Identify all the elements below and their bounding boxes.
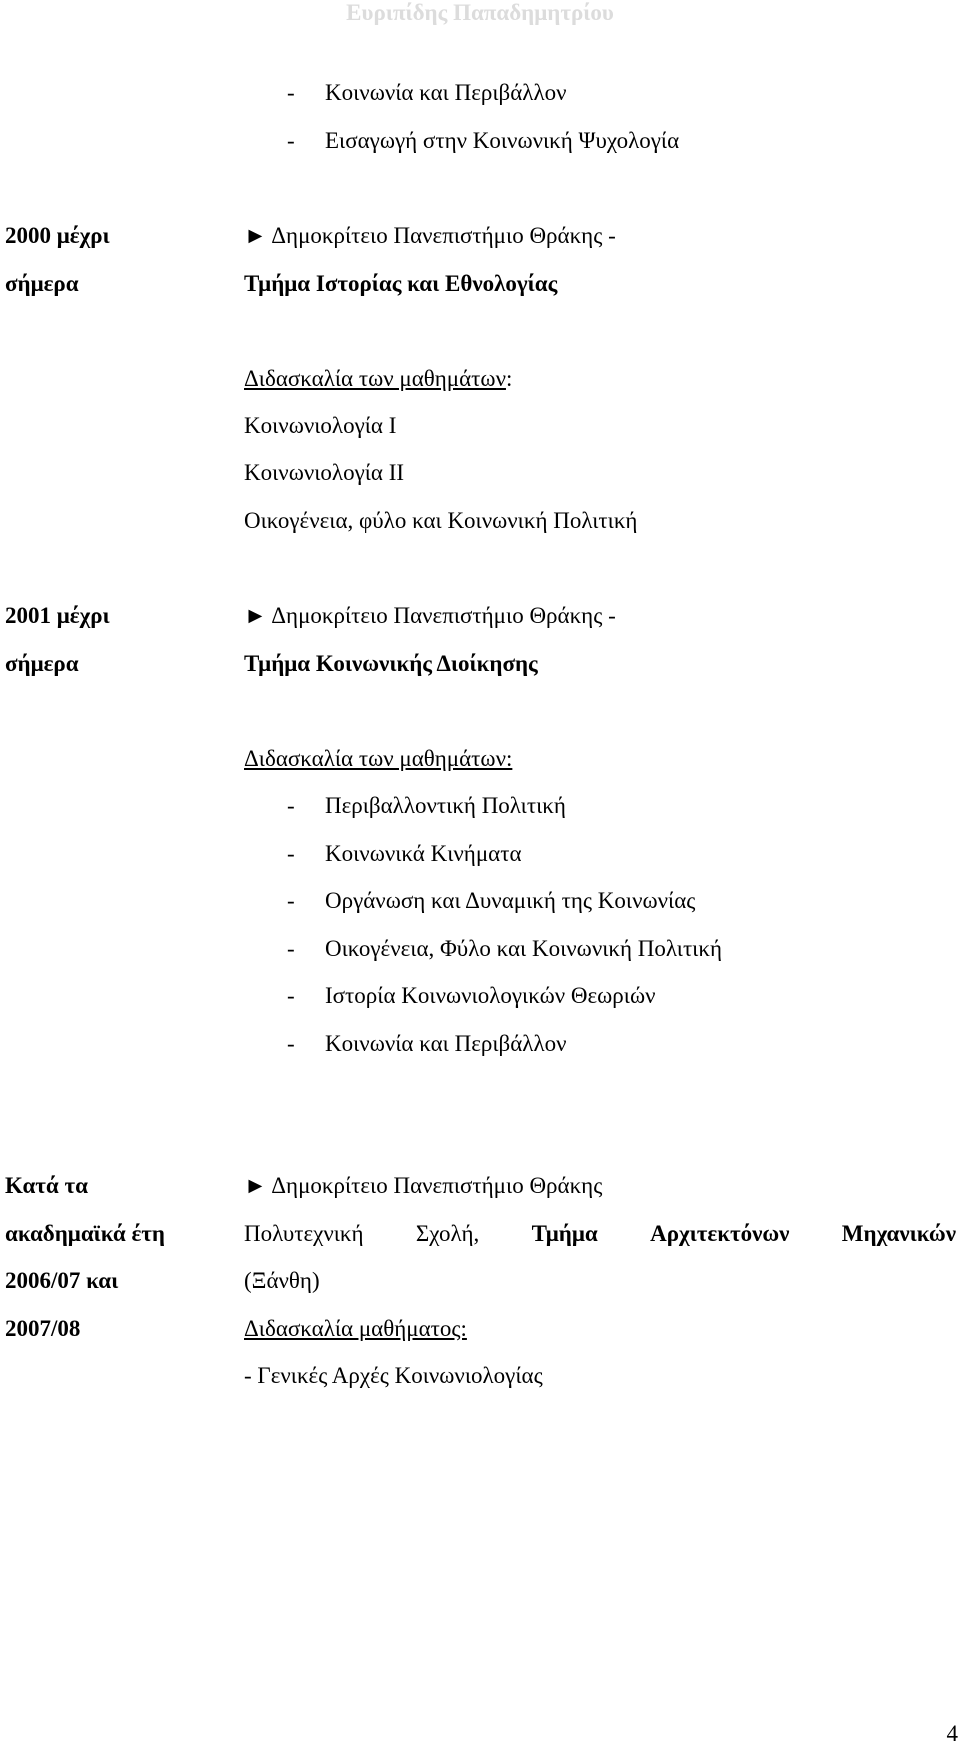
bullet-dash: - <box>287 793 295 818</box>
school-line <box>244 1220 956 1248</box>
course-item: Οικογένεια, Φύλο και Κοινωνική Πολιτική <box>325 936 722 961</box>
bullet-dash: - <box>287 841 295 866</box>
course-item: Οργάνωση και Δυναμική της Κοινωνίας <box>325 888 696 913</box>
entry-date: σήμερα <box>5 271 79 296</box>
arrow-icon: ► <box>244 1173 267 1198</box>
entry-date: σήμερα <box>5 651 79 676</box>
institution-name: Δημοκρίτειο Πανεπιστήμιο Θράκης - <box>271 603 616 628</box>
city-name: (Ξάνθη) <box>244 1268 320 1293</box>
school-word: Τμήμα <box>531 1221 598 1246</box>
bullet-dash: - <box>287 983 295 1008</box>
course-item: Κοινωνιολογία Ι <box>244 413 397 438</box>
course-item: Ιστορία Κοινωνιολογικών Θεωριών <box>325 983 656 1008</box>
teaching-label-line: Διδασκαλία των μαθημάτων: <box>244 366 513 391</box>
teaching-label: Διδασκαλία των μαθημάτων: <box>244 746 513 771</box>
bullet-dash: - <box>287 936 295 961</box>
entry-date: Κατά τα <box>5 1173 88 1198</box>
course-item: Οικογένεια, φύλο και Κοινωνική Πολιτική <box>244 508 638 533</box>
course-item: Περιβαλλοντική Πολιτική <box>325 793 566 818</box>
bullet-dash: - <box>287 888 295 913</box>
arrow-icon: ► <box>244 603 267 628</box>
bullet-dash: - <box>287 128 295 153</box>
course-item: Κοινωνιολογία ΙΙ <box>244 460 405 485</box>
school-word: Σχολή, <box>415 1221 480 1246</box>
department-name: Τμήμα Ιστορίας και Εθνολογίας <box>244 271 558 296</box>
institution-line <box>244 1172 602 1200</box>
entry-date: 2007/08 <box>5 1316 81 1341</box>
bullet-dash: - <box>287 1031 295 1056</box>
page-header: Ευριπίδης Παπαδημητρίου <box>346 0 614 25</box>
entry-date: 2006/07 και <box>5 1268 119 1293</box>
institution-name: Δημοκρίτειο Πανεπιστήμιο Θράκης <box>271 1173 603 1198</box>
arrow-icon: ► <box>244 223 267 248</box>
course-item: - Γενικές Αρχές Κοινωνιολογίας <box>244 1363 543 1388</box>
entry-date: 2000 μέχρι <box>5 223 110 248</box>
institution-name: Δημοκρίτειο Πανεπιστήμιο Θράκης - <box>271 223 616 248</box>
department-name: Τμήμα Κοινωνικής Διοίκησης <box>244 651 538 676</box>
page-number: 4 <box>946 1721 958 1746</box>
course-item: Κοινωνία και Περιβάλλον <box>325 1031 567 1056</box>
entry-date: ακαδημαϊκά έτη <box>5 1221 165 1246</box>
teaching-label: Διδασκαλία μαθήματος: <box>244 1316 467 1341</box>
institution-line <box>244 602 616 630</box>
entry-date: 2001 μέχρι <box>5 603 110 628</box>
course-item: Κοινωνικά Κινήματα <box>325 841 522 866</box>
institution-line <box>244 222 616 250</box>
course-item: Εισαγωγή στην Κοινωνική Ψυχολογία <box>325 128 680 153</box>
course-item: Κοινωνία και Περιβάλλον <box>325 80 567 105</box>
teaching-label: Διδασκαλία των μαθημάτων <box>244 366 506 391</box>
school-word: Αρχιτεκτόνων <box>650 1221 790 1246</box>
school-word: Μηχανικών <box>841 1221 956 1246</box>
school-word: Πολυτεχνική <box>244 1221 364 1246</box>
bullet-dash: - <box>287 80 295 105</box>
